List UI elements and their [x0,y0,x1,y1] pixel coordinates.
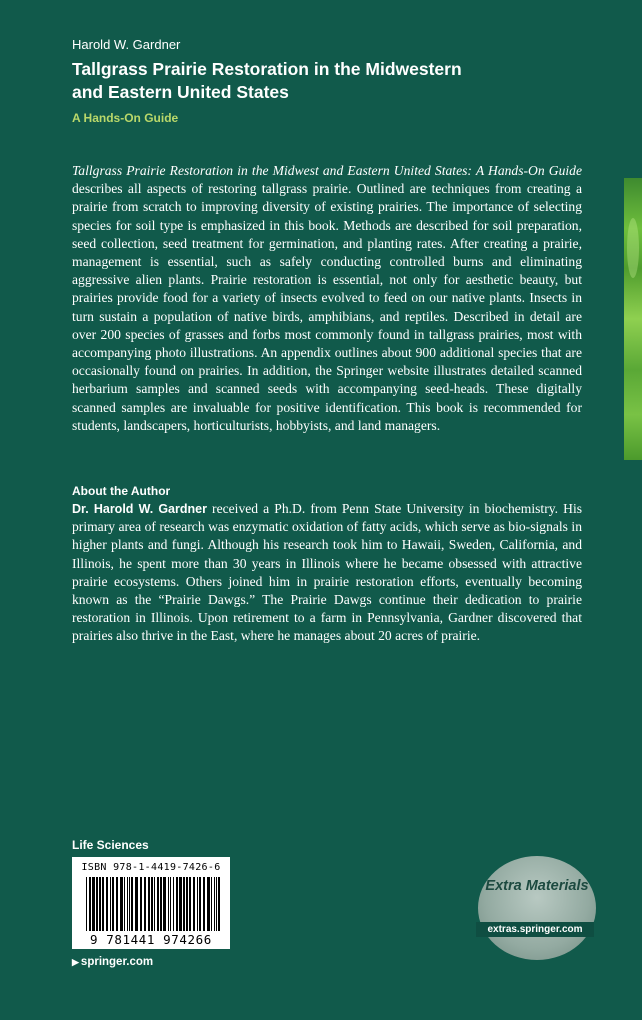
arrow-right-icon: ▶ [72,957,79,967]
book-description [72,162,582,435]
barcode-bar [197,877,198,931]
barcode-bar [154,877,155,931]
book-title: Tallgrass Prairie Restoration in the Midwestern and Eastern United States [72,59,462,102]
about-author-heading: About the Author [72,484,171,498]
subject-category: Life Sciences [72,838,149,852]
barcode-bar [127,877,128,931]
barcode-bar [168,877,169,931]
author-name: Harold W. Gardner [72,37,181,52]
barcode-bar [99,877,101,931]
barcode-bar [216,877,217,931]
springer-link[interactable] [72,956,153,968]
barcode-bar [106,877,108,931]
barcode-bar [92,877,95,931]
barcode-bar [214,877,215,931]
isbn-label: ISBN 978-1-4419-7426-6 [81,862,221,873]
barcode-bar [129,877,130,931]
barcode-bar [148,877,150,931]
barcode-bar [86,877,87,931]
barcode [72,857,230,949]
extra-materials-badge [478,856,596,960]
extras-url-link[interactable]: extras.springer.com [476,922,594,937]
description-body: describes all aspects of restoring tallgrass prairie. Outlined are techniques from creating a prairie from scratch to improving diversity of existing prairies. The importance of selecting species for soil type is emphasized in this book. Methods are described for soil preparation, seed collection, seed treatment for germination, and planting rates. After creating a prairie, management is essential, such as safely conducting controlled burns and eliminating aggressive alien plants. Prairie restoration is essential, not only for aesthetic beauty, but prairies provide food for a variety of insects evolved to feed on our native plants. Insects in turn sustain a population of native birds, amphibians, and reptiles. Described in detail are over 200 species of grasses and forbs most commonly found in tallgrass prairies, most with accompanying photo illustrations. An appendix outlines about 900 additional species that are occasionally found on prairies. In addition, the Springer website illustrates detailed scanned herbarium samples and scanned seeds with accompanying seed-heads. These digitally scanned samples are invaluable for positive identification. This book is recommended for students, landscapers, horticulturists, hobbyists, and land managers. [72,181,582,433]
barcode-bar [116,877,118,931]
barcode-bar [140,877,142,931]
barcode-bar [124,877,125,931]
barcode-bar [170,877,171,931]
badge-text: Extra Materials [485,878,589,894]
barcode-bar [173,877,174,931]
barcode-bar [183,877,185,931]
barcode-bar [211,877,212,931]
barcode-bar [120,877,123,931]
barcode-bar [131,877,133,931]
barcode-bar [207,877,210,931]
barcode-bar [96,877,98,931]
barcode-bar [157,877,159,931]
description-italic-title: Tallgrass Prairie Restoration in the Midwest and Eastern United States: A Hands-On Guide [72,163,582,178]
ean-digits: 9 781441 974266 [90,932,212,947]
barcode-bar [186,877,188,931]
barcode-bar [135,877,138,931]
author-bio [72,500,582,646]
barcode-bar [193,877,195,931]
barcode-bar [189,877,191,931]
barcode-bar [89,877,91,931]
book-subtitle: A Hands-On Guide [72,111,179,125]
barcode-bar [163,877,166,931]
barcode-bar [203,877,205,931]
barcode-bar [112,877,114,931]
barcode-bar [199,877,201,931]
barcode-bar [151,877,153,931]
bio-text: received a Ph.D. from Penn State University in biochemistry. His primary area of research was enzymatic oxidation of fatty acids, which serve as bio-signals in higher plants and fungi. Although his research took him to Hawaii, Sweden, California, and Illinois, he spent more than 30 years in Illinois where he became obsessed with attractive prairie ecosystems. Others joined him in prairie restoration efforts, eventually becoming known as the “Prairie Dawgs.” The Prairie Dawgs continue their dedication to prairie restoration in Illinois. Upon retirement to a farm in Pennsylvania, Gardner discovered that prairies also thrive in the East, where he manages about 20 acres of prairie. [72,501,583,644]
barcode-bar [160,877,162,931]
barcode-bar [218,877,220,931]
barcode-bar [144,877,146,931]
barcode-bar [110,877,111,931]
barcode-bar [176,877,178,931]
barcode-bars [86,877,224,931]
barcode-bar [102,877,104,931]
bio-author-name: Dr. Harold W. Gardner [72,502,207,516]
springer-link-text: springer.com [80,956,154,968]
prairie-photo-strip [624,178,642,460]
barcode-bar [179,877,182,931]
